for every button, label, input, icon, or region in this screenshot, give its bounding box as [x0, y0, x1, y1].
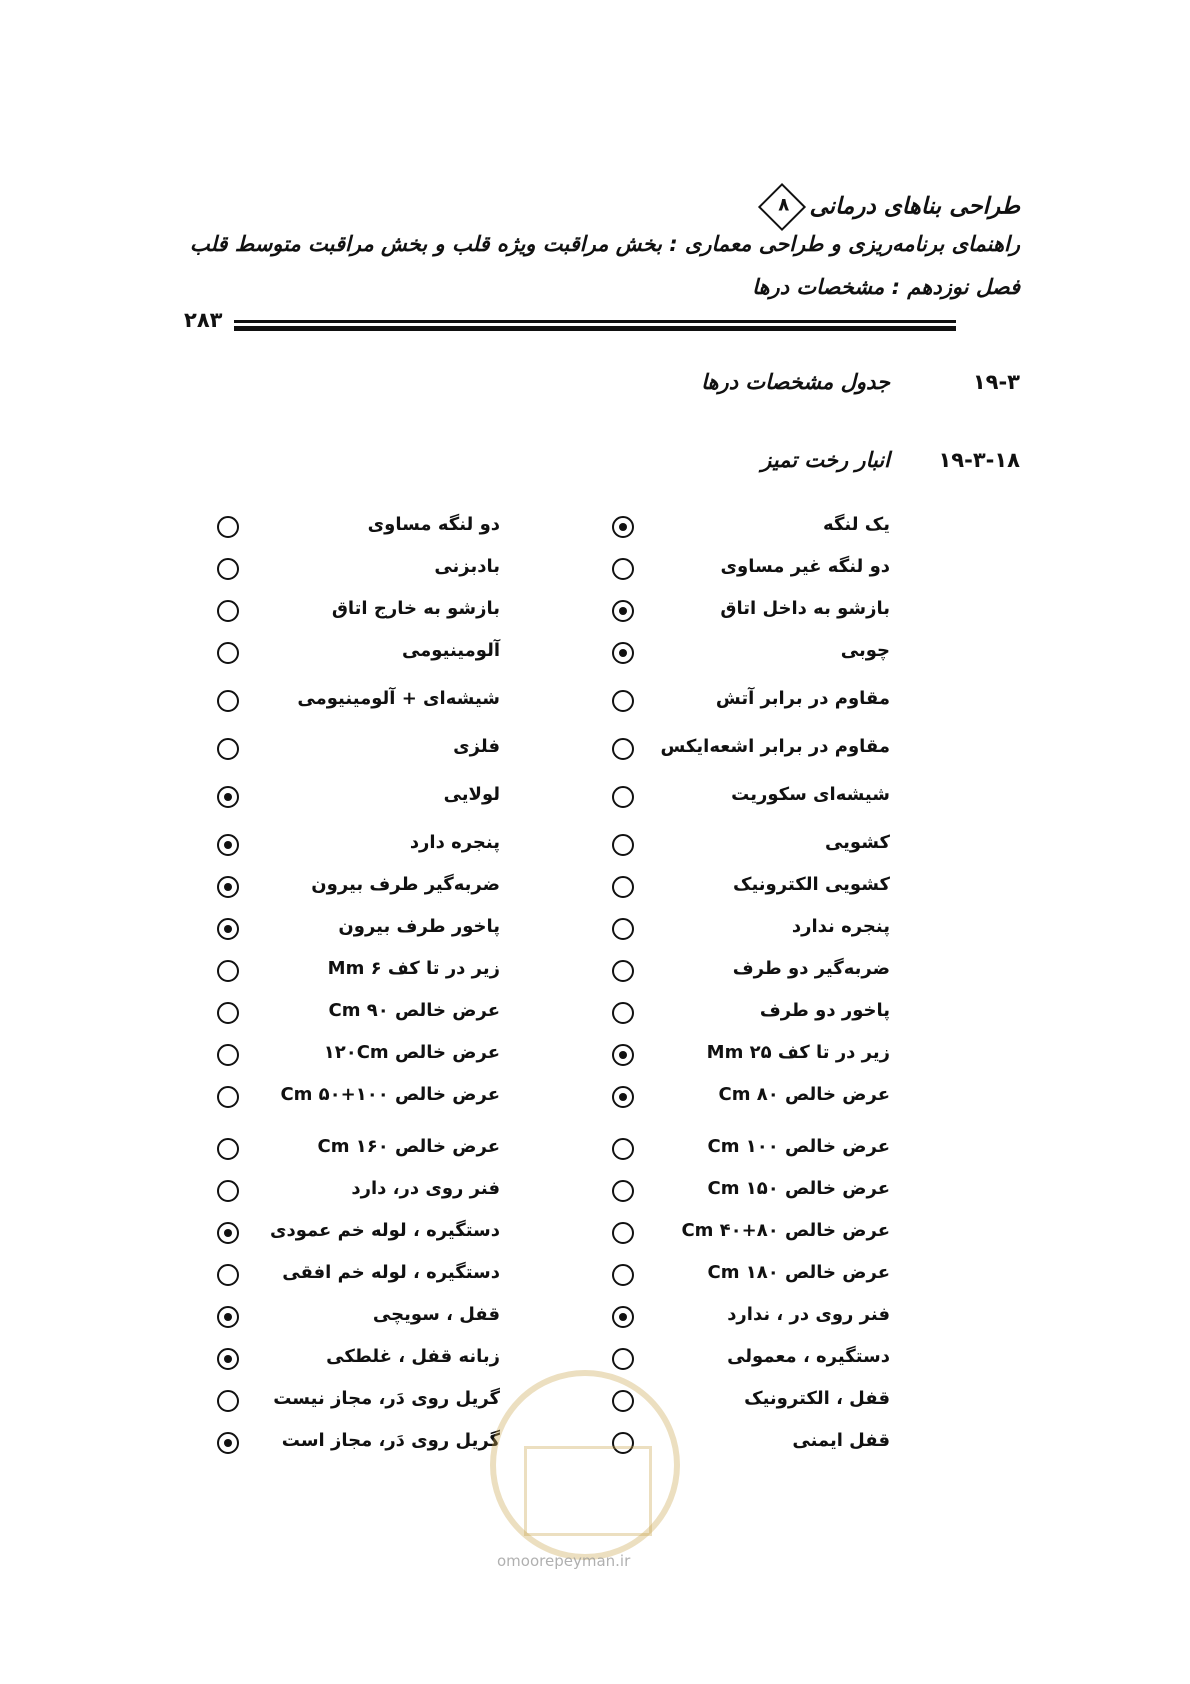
radio-empty-icon[interactable] — [612, 1138, 634, 1160]
option-label: عرض خالص Cm ۱۶۰ — [317, 1136, 500, 1157]
radio-empty-icon[interactable] — [612, 786, 634, 808]
radio-selected-icon[interactable] — [217, 786, 239, 808]
radio-empty-icon[interactable] — [612, 1180, 634, 1202]
radio-empty-icon[interactable] — [217, 1138, 239, 1160]
option-label: قفل ، سویچی — [372, 1304, 500, 1325]
radio-empty-icon[interactable] — [217, 738, 239, 760]
option-label: زبانه قفل ، غلطکی — [326, 1346, 500, 1367]
radio-selected-icon[interactable] — [217, 1432, 239, 1454]
radio-empty-icon[interactable] — [217, 1264, 239, 1286]
option-label: دستگیره ، لوله خم افقی — [282, 1262, 500, 1283]
option-label: عرض خالص Cm ۱۵۰ — [707, 1178, 890, 1199]
option-label: گریل روی دَر، مجاز است — [281, 1430, 500, 1451]
radio-empty-icon[interactable] — [612, 1002, 634, 1024]
option-label: عرض خالص Cm ۴۰+۸۰ — [681, 1220, 890, 1241]
radio-empty-icon[interactable] — [612, 918, 634, 940]
option-label: مقاوم در برابر اشعه‌ایکس — [660, 736, 890, 757]
seal-icon — [490, 1370, 680, 1560]
option-label: مقاوم در برابر آتش — [715, 688, 890, 709]
option-label: کشویی الکترونیک — [733, 874, 890, 895]
option-label: بازشو به داخل اتاق — [720, 598, 890, 619]
watermark-text: omoorepeyman.ir — [497, 1552, 631, 1570]
chapter-title: فصل نوزدهم : مشخصات درها — [752, 275, 1020, 299]
radio-selected-icon[interactable] — [612, 1306, 634, 1328]
option-label: زیر در تا کف Mm ۲۵ — [706, 1042, 890, 1063]
option-label: یک لنگه — [823, 514, 890, 535]
radio-empty-icon[interactable] — [612, 876, 634, 898]
option-label: بادبزنی — [434, 556, 500, 577]
option-label: لولایی — [443, 784, 500, 805]
option-label: عرض خالص Cm ۹۰ — [328, 1000, 500, 1021]
header-rule — [234, 326, 956, 331]
volume-badge-icon: ۸ — [758, 183, 806, 231]
option-label: چوبی — [840, 640, 890, 661]
radio-empty-icon[interactable] — [217, 1180, 239, 1202]
option-label: آلومینیومی — [401, 640, 500, 661]
option-label: پنجره ندارد — [791, 916, 890, 937]
option-label: عرض خالص ۱۲۰Cm — [323, 1042, 500, 1063]
option-label: پنجره دارد — [409, 832, 500, 853]
header-rule — [234, 320, 956, 323]
option-label: دو لنگه غیر مساوی — [720, 556, 890, 577]
radio-empty-icon[interactable] — [217, 600, 239, 622]
option-label: گریل روی دَر، مجاز نیست — [273, 1388, 500, 1409]
option-label: فنر روی در، دارد — [351, 1178, 500, 1199]
option-label: دستگیره ، لوله خم عمودی — [269, 1220, 500, 1241]
option-label: کشویی — [824, 832, 890, 853]
option-label: فلزی — [453, 736, 500, 757]
guide-title: راهنمای برنامه‌ریزی و طراحی معماری : بخش مراقبت ویژه قلب و بخش مراقبت متوسط قلب — [189, 232, 1020, 256]
radio-empty-icon[interactable] — [217, 1044, 239, 1066]
option-label: قفل ، الکترونیک — [744, 1388, 890, 1409]
section-title: جدول مشخصات درها — [701, 370, 890, 394]
option-label: عرض خالص Cm ۱۰۰ — [707, 1136, 890, 1157]
option-label: عرض خالص Cm ۵۰+۱۰۰ — [280, 1084, 500, 1105]
radio-empty-icon[interactable] — [612, 1264, 634, 1286]
radio-empty-icon[interactable] — [217, 1086, 239, 1108]
radio-empty-icon[interactable] — [612, 738, 634, 760]
radio-empty-icon[interactable] — [612, 1348, 634, 1370]
option-label: زیر در تا کف Mm ۶ — [327, 958, 500, 979]
radio-empty-icon[interactable] — [217, 516, 239, 538]
radio-selected-icon[interactable] — [217, 834, 239, 856]
option-label: دستگیره ، معمولی — [727, 1346, 890, 1367]
section-number: ۱۹-۳ — [972, 370, 1020, 394]
option-label: دو لنگه مساوی — [367, 514, 500, 535]
radio-selected-icon[interactable] — [612, 642, 634, 664]
option-label: فنر روی در ، ندارد — [727, 1304, 890, 1325]
option-label: پاخور طرف بیرون — [338, 916, 500, 937]
radio-empty-icon[interactable] — [612, 834, 634, 856]
radio-empty-icon[interactable] — [612, 690, 634, 712]
option-label: قفل ایمنی — [792, 1430, 890, 1451]
radio-selected-icon[interactable] — [217, 918, 239, 940]
option-label: شیشه‌ای + آلومینیومی — [297, 688, 500, 709]
page-number: ۲۸۳ — [184, 308, 223, 332]
radio-selected-icon[interactable] — [612, 600, 634, 622]
option-label: عرض خالص Cm ۱۸۰ — [707, 1262, 890, 1283]
radio-empty-icon[interactable] — [217, 558, 239, 580]
book-title: طراحی بناهای درمانی ۸ — [761, 190, 1020, 224]
radio-empty-icon[interactable] — [217, 960, 239, 982]
radio-empty-icon[interactable] — [612, 1222, 634, 1244]
radio-empty-icon[interactable] — [612, 558, 634, 580]
radio-selected-icon[interactable] — [612, 1086, 634, 1108]
subsection-title: انبار رخت تمیز — [761, 448, 890, 472]
radio-selected-icon[interactable] — [217, 876, 239, 898]
radio-empty-icon[interactable] — [612, 960, 634, 982]
option-label: شیشه‌ای سکوریت — [731, 784, 890, 805]
option-label: عرض خالص Cm ۸۰ — [718, 1084, 890, 1105]
radio-selected-icon[interactable] — [217, 1222, 239, 1244]
radio-empty-icon[interactable] — [217, 642, 239, 664]
radio-selected-icon[interactable] — [612, 516, 634, 538]
subsection-number: ۱۹-۳-۱۸ — [938, 448, 1020, 472]
radio-empty-icon[interactable] — [217, 1002, 239, 1024]
option-label: بازشو به خارج اتاق — [331, 598, 500, 619]
radio-empty-icon[interactable] — [217, 690, 239, 712]
option-label: ضربه‌گیر طرف بیرون — [311, 874, 500, 895]
option-label: پاخور دو طرف — [759, 1000, 890, 1021]
radio-selected-icon[interactable] — [217, 1306, 239, 1328]
radio-selected-icon[interactable] — [612, 1044, 634, 1066]
radio-empty-icon[interactable] — [217, 1390, 239, 1412]
radio-selected-icon[interactable] — [217, 1348, 239, 1370]
option-label: ضربه‌گیر دو طرف — [732, 958, 890, 979]
